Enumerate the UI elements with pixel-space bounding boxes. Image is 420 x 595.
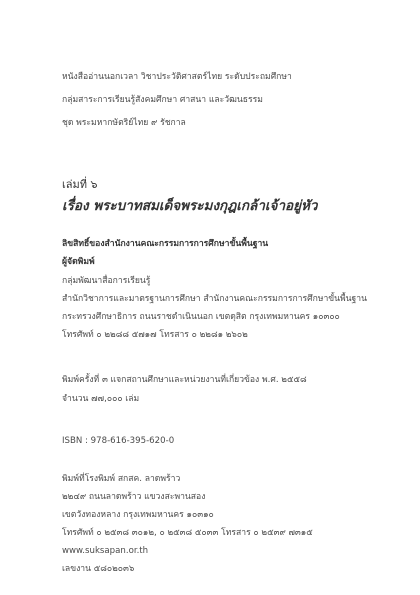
printer-line: พิมพ์ที่โรงพิมพ์ สกสค. ลาดพร้าว bbox=[62, 474, 181, 484]
printer-line: ๒๒๔๙ ถนนลาดพร้าว แขวงสะพานสอง bbox=[62, 492, 206, 502]
website-link[interactable]: www.suksapan.or.th bbox=[62, 546, 149, 556]
isbn-line: ISBN : 978-616-395-620-0 bbox=[62, 436, 175, 446]
producer-line: โทรศัพท์ ๐ ๒๒๘๘ ๕๗๑๗ โทรสาร ๐ ๒๒๘๑ ๒๖๐๒ bbox=[62, 330, 248, 340]
series-line: ชุด พระมหากษัตริย์ไทย ๙ รัชกาล bbox=[62, 118, 186, 128]
printer-line: เขตวังทองหลาง กรุงเทพมหานคร ๑๐๓๑๐ bbox=[62, 510, 214, 520]
producer-heading: ผู้จัดพิมพ์ bbox=[62, 257, 95, 267]
volume-number: เล่มที่ ๖ bbox=[62, 178, 98, 191]
producer-line: กลุ่มพัฒนาสื่อการเรียนรู้ bbox=[62, 276, 151, 286]
producer-line: กระทรวงศึกษาธิการ ถนนราชดำเนินนอก เขตดุสิต กรุงเทพมหานคร ๑๐๓๐๐ bbox=[62, 312, 340, 322]
edition-line: พิมพ์ครั้งที่ ๓ แจกสถานศึกษาและหน่วยงานที่เกี่ยวข้อง พ.ศ. ๒๕๕๘ bbox=[62, 375, 307, 385]
copies-line: จำนวน ๗๗,๐๐๐ เล่ม bbox=[62, 394, 140, 404]
series-line: กลุ่มสาระการเรียนรู้สังคมศึกษา ศาสนา และวัฒนธรรม bbox=[62, 95, 263, 105]
isbn bbox=[62, 437, 400, 446]
print-info bbox=[62, 376, 400, 414]
copyright-block bbox=[62, 240, 400, 349]
book-title: เรื่อง พระบาทสมเด็จพระมงกุฎเกล้าเจ้าอยู่หัว bbox=[62, 198, 318, 214]
printer-line: โทรศัพท์ ๐ ๒๕๓๘ ๓๐๑๒, ๐ ๒๕๓๘ ๕๐๓๓ โทรสาร ๐ ๒๕๓๙ ๗๓๑๕ bbox=[62, 528, 313, 538]
series-info bbox=[62, 73, 400, 142]
series-line: หนังสืออ่านนอกเวลา วิชาประวัติศาสตร์ไทย ระดับประถมศึกษา bbox=[62, 72, 292, 82]
copyright-heading: ลิขสิทธิ์ของสำนักงานคณะกรรมการการศึกษาขั้นพื้นฐาน bbox=[62, 239, 269, 249]
producer-line: สำนักวิชาการและมาตรฐานการศึกษา สำนักงานคณะกรรมการการศึกษาขั้นพื้นฐาน bbox=[62, 294, 368, 304]
job-number: เลขงาน ๕๘๐๒๐๓๖ bbox=[62, 564, 135, 574]
printer-block bbox=[62, 475, 400, 583]
